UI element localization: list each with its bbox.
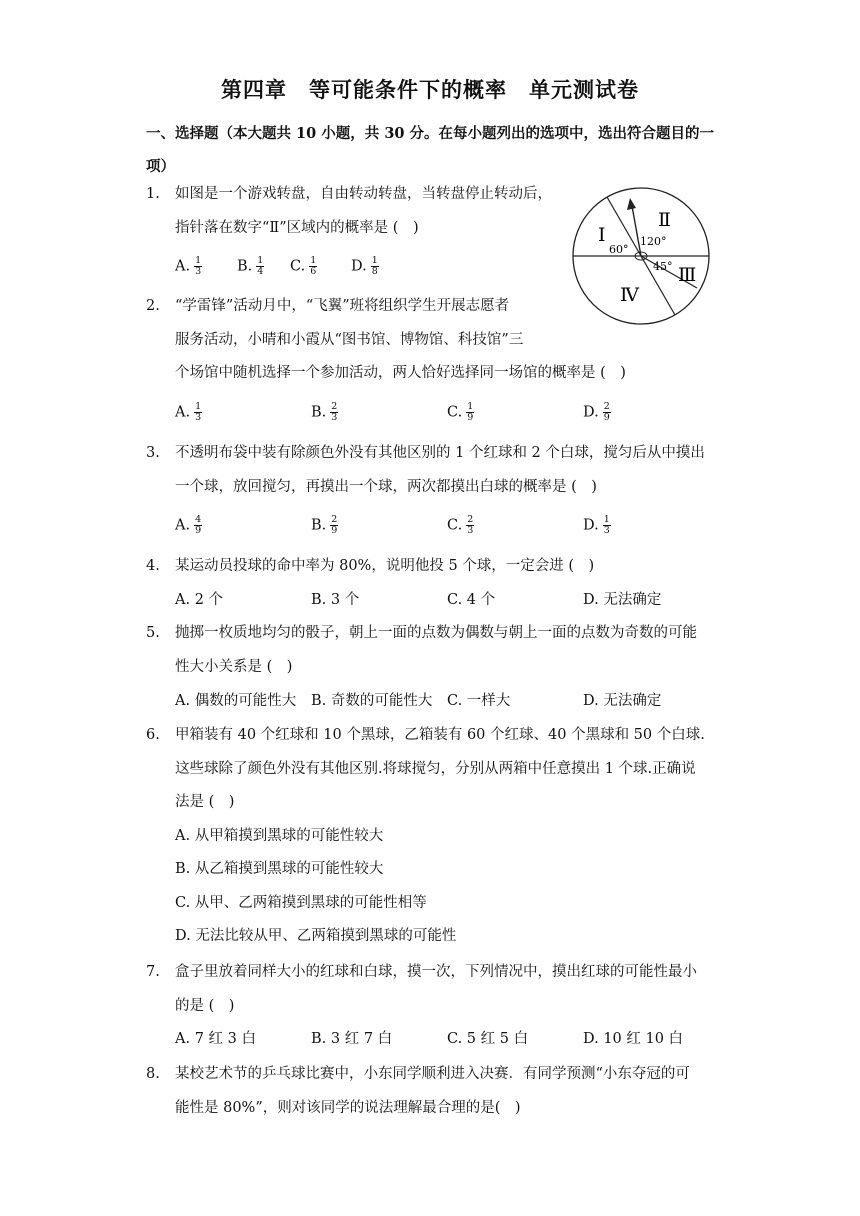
question-number: 8. [146, 1066, 160, 1082]
option-b[interactable]: B. 3 个 [311, 592, 360, 608]
angle-label: 120° [640, 235, 667, 248]
section-heading [146, 117, 726, 183]
pointer-arrow-icon [627, 198, 636, 210]
option-a[interactable]: A. $\frac{4}{9}$ [175, 514, 202, 536]
question-number: 1. [146, 186, 160, 202]
option-b[interactable]: B. $\frac{2}{9}$ [311, 514, 338, 536]
question-text: 盒子里放着同样大小的红球和白球，摸一次，下列情况中，摸出红球的可能性最小 [175, 964, 697, 980]
option-d[interactable]: D. $\frac{2}{9}$ [583, 401, 610, 423]
option-a[interactable]: A. $\frac{1}{3}$ [175, 401, 202, 423]
page-title: 第四章 等可能条件下的概率 单元测试卷 [221, 77, 639, 102]
option-b[interactable]: B. 从乙箱摸到黑球的可能性较大 [175, 861, 384, 877]
question-number: 6. [146, 727, 160, 743]
option-a[interactable]: A. 从甲箱摸到黑球的可能性较大 [175, 827, 384, 844]
question-text: 个场馆中随机选择一个参加活动，两人恰好选择同一场馆的概率是 ( ) [175, 365, 626, 381]
option-d[interactable]: D. 无法确定 [583, 693, 662, 709]
question-text: 的是 ( ) [175, 997, 235, 1014]
option-d[interactable]: D. 10 红 10 白 [583, 1031, 684, 1047]
option-a[interactable]: A. $\frac{1}{3}$ [175, 255, 202, 277]
option-c[interactable]: C. $\frac{2}{3}$ [447, 514, 474, 536]
question-text: 这些球除了颜色外没有其他区别.将球搅匀，分别从两箱中任意摸出 1 个球.正确说 [175, 760, 696, 777]
option-d[interactable]: D. 无法确定 [583, 592, 662, 608]
section-heading-line: 项） [146, 158, 175, 175]
question-number: 3. [146, 445, 160, 461]
question-text: 甲箱装有 40 个红球和 10 个黑球，乙箱装有 60 个红球、40 个黑球和 50 个白球. [175, 727, 705, 743]
option-d[interactable]: D. 无法比较从甲、乙两箱摸到黑球的可能性 [175, 928, 457, 944]
angle-label: 60° [609, 243, 629, 256]
option-c[interactable]: C. $\frac{1}{9}$ [447, 401, 474, 423]
question-text: 某校艺术节的乒乓球比赛中，小东同学顺利进入决赛．有同学预测“小东夺冠的可 [175, 1066, 690, 1082]
option-a[interactable]: A. 2 个 [175, 592, 224, 608]
question-number: 4. [146, 558, 160, 574]
option-b[interactable]: B. 奇数的可能性大 [311, 693, 433, 709]
question-text: 服务活动，小晴和小霞从“图书馆、博物馆、科技馆”三 [175, 331, 524, 348]
question-text: 如图是一个游戏转盘，自由转动转盘，当转盘停止转动后， [175, 186, 552, 202]
region-label: Ⅰ [598, 224, 606, 246]
option-b[interactable]: B. $\frac{1}{4}$ [237, 255, 264, 277]
option-c[interactable]: C. 从甲、乙两箱摸到黑球的可能性相等 [175, 894, 427, 911]
option-c[interactable]: C. 4 个 [447, 592, 496, 608]
question-text: “学雷锋”活动月中，“飞翼”班将组织学生开展志愿者 [175, 298, 510, 314]
question-text: 法是 ( ) [175, 794, 235, 810]
region-label: Ⅱ [658, 209, 671, 231]
question-number: 7. [146, 964, 160, 980]
option-d[interactable]: D. $\frac{1}{3}$ [583, 514, 610, 536]
question-text: 抛掷一枚质地均匀的骰子，朝上一面的点数为偶数与朝上一面的点数为奇数的可能 [175, 625, 697, 641]
question-text: 指针落在数字“Ⅱ”区域内的概率是 ( ) [175, 219, 419, 236]
question-text: 不透明布袋中装有除颜色外没有其他区别的 1 个红球和 2 个白球，搅匀后从中摸出 [175, 445, 705, 461]
option-b[interactable]: B. $\frac{2}{3}$ [311, 401, 338, 423]
option-a[interactable]: A. 偶数的可能性大 [175, 693, 297, 709]
region-label: Ⅲ [678, 264, 697, 286]
option-d[interactable]: D. $\frac{1}{8}$ [351, 255, 378, 277]
question-number: 2. [146, 298, 160, 314]
option-c[interactable]: C. $\frac{1}{6}$ [290, 255, 317, 277]
question-text: 性大小关系是 ( ) [175, 658, 293, 675]
region-label: Ⅳ [620, 284, 639, 306]
option-c[interactable]: C. 一样大 [447, 693, 511, 709]
option-c[interactable]: C. 5 红 5 白 [447, 1031, 529, 1047]
question-text: 一个球，放回搅匀，再摸出一个球，两次都摸出白球的概率是 ( ) [175, 478, 597, 495]
question-text: 能性是 80%”，则对该同学的说法理解最合理的是( ) [175, 1099, 521, 1116]
question-text: 某运动员投球的命中率为 80%，说明他投 5 个球，一定会进 ( ) [175, 558, 595, 574]
option-a[interactable]: A. 7 红 3 白 [175, 1031, 256, 1047]
angle-label: 45° [653, 260, 673, 273]
question-number: 5. [146, 625, 160, 641]
option-b[interactable]: B. 3 红 7 白 [311, 1031, 393, 1047]
section-heading-line: 一、选择题（本大题共 10 小题，共 30 分。在每小题列出的选项中，选出符合题目的一 [146, 125, 715, 142]
